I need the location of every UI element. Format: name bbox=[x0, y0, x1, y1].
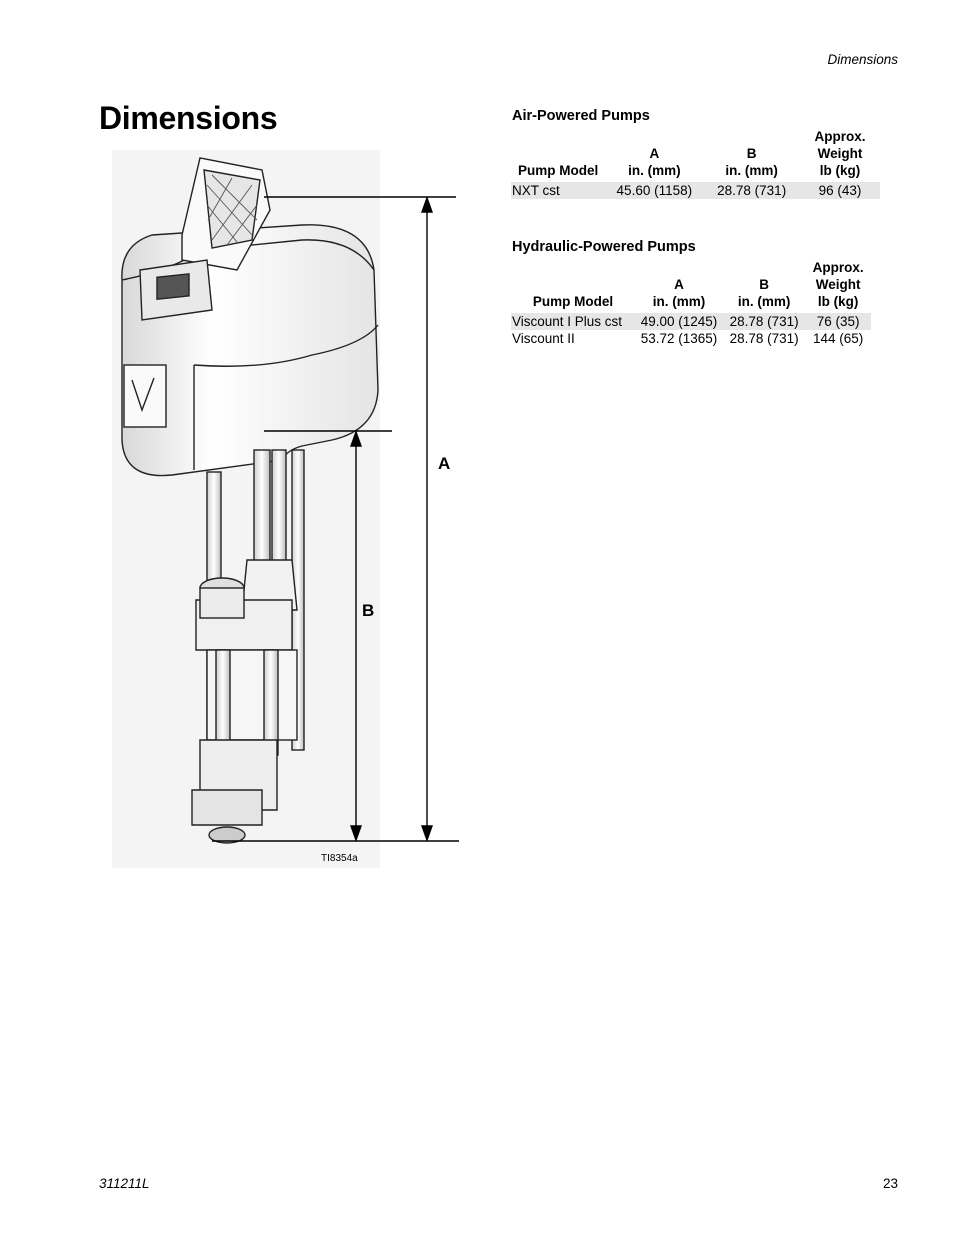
page-title: Dimensions bbox=[99, 100, 278, 136]
air-pumps-title: Air-Powered Pumps bbox=[512, 108, 650, 124]
cell-a: 53.72 (1365) bbox=[640, 331, 718, 346]
cell-a: 45.60 (1158) bbox=[605, 182, 703, 199]
pump-illustration bbox=[112, 150, 472, 880]
running-header: Dimensions bbox=[827, 52, 898, 67]
table-row bbox=[511, 182, 880, 199]
cell-model: NXT cst bbox=[511, 182, 605, 199]
header-pump-model: Pump Model bbox=[518, 163, 599, 178]
header-weight: Approx. Weight lb (kg) bbox=[812, 260, 864, 309]
table-header-row bbox=[511, 259, 871, 313]
table-header-row bbox=[511, 128, 880, 182]
table-row bbox=[511, 313, 871, 330]
dimension-a-label: A bbox=[438, 454, 451, 473]
cell-weight: 144 (65) bbox=[813, 331, 864, 346]
figure-id: TI8354a bbox=[321, 853, 358, 864]
air-pumps-table bbox=[511, 128, 880, 199]
cell-model: Viscount I Plus cst bbox=[511, 313, 635, 330]
hydraulic-pumps-table bbox=[511, 259, 871, 347]
dimension-a-arrow-bottom bbox=[422, 826, 432, 840]
cell-a: 49.00 (1245) bbox=[635, 313, 723, 330]
page-number: 23 bbox=[882, 1176, 898, 1191]
header-dimension-b: B in. (mm) bbox=[725, 146, 778, 178]
header-dimension-a: A in. (mm) bbox=[652, 277, 706, 309]
cell-b: 28.78 (731) bbox=[729, 331, 799, 346]
cell-weight: 76 (35) bbox=[805, 313, 871, 330]
dimension-a-arrow-top bbox=[422, 198, 432, 212]
hydraulic-pumps-title: Hydraulic-Powered Pumps bbox=[512, 239, 696, 255]
header-dimension-b: B in. (mm) bbox=[737, 277, 791, 309]
header-pump-model: Pump Model bbox=[532, 294, 614, 309]
pump-dimension-figure bbox=[112, 150, 472, 880]
cell-b: 28.78 (731) bbox=[703, 182, 800, 199]
dimension-b-label: B bbox=[362, 601, 375, 620]
cell-model: Viscount II bbox=[512, 331, 575, 346]
table-row bbox=[511, 330, 871, 347]
doc-number: 311211L bbox=[99, 1176, 150, 1191]
cell-weight: 96 (43) bbox=[800, 182, 880, 199]
cell-b: 28.78 (731) bbox=[723, 313, 805, 330]
header-dimension-a: A in. (mm) bbox=[628, 146, 681, 178]
header-weight: Approx. Weight lb (kg) bbox=[814, 129, 866, 178]
